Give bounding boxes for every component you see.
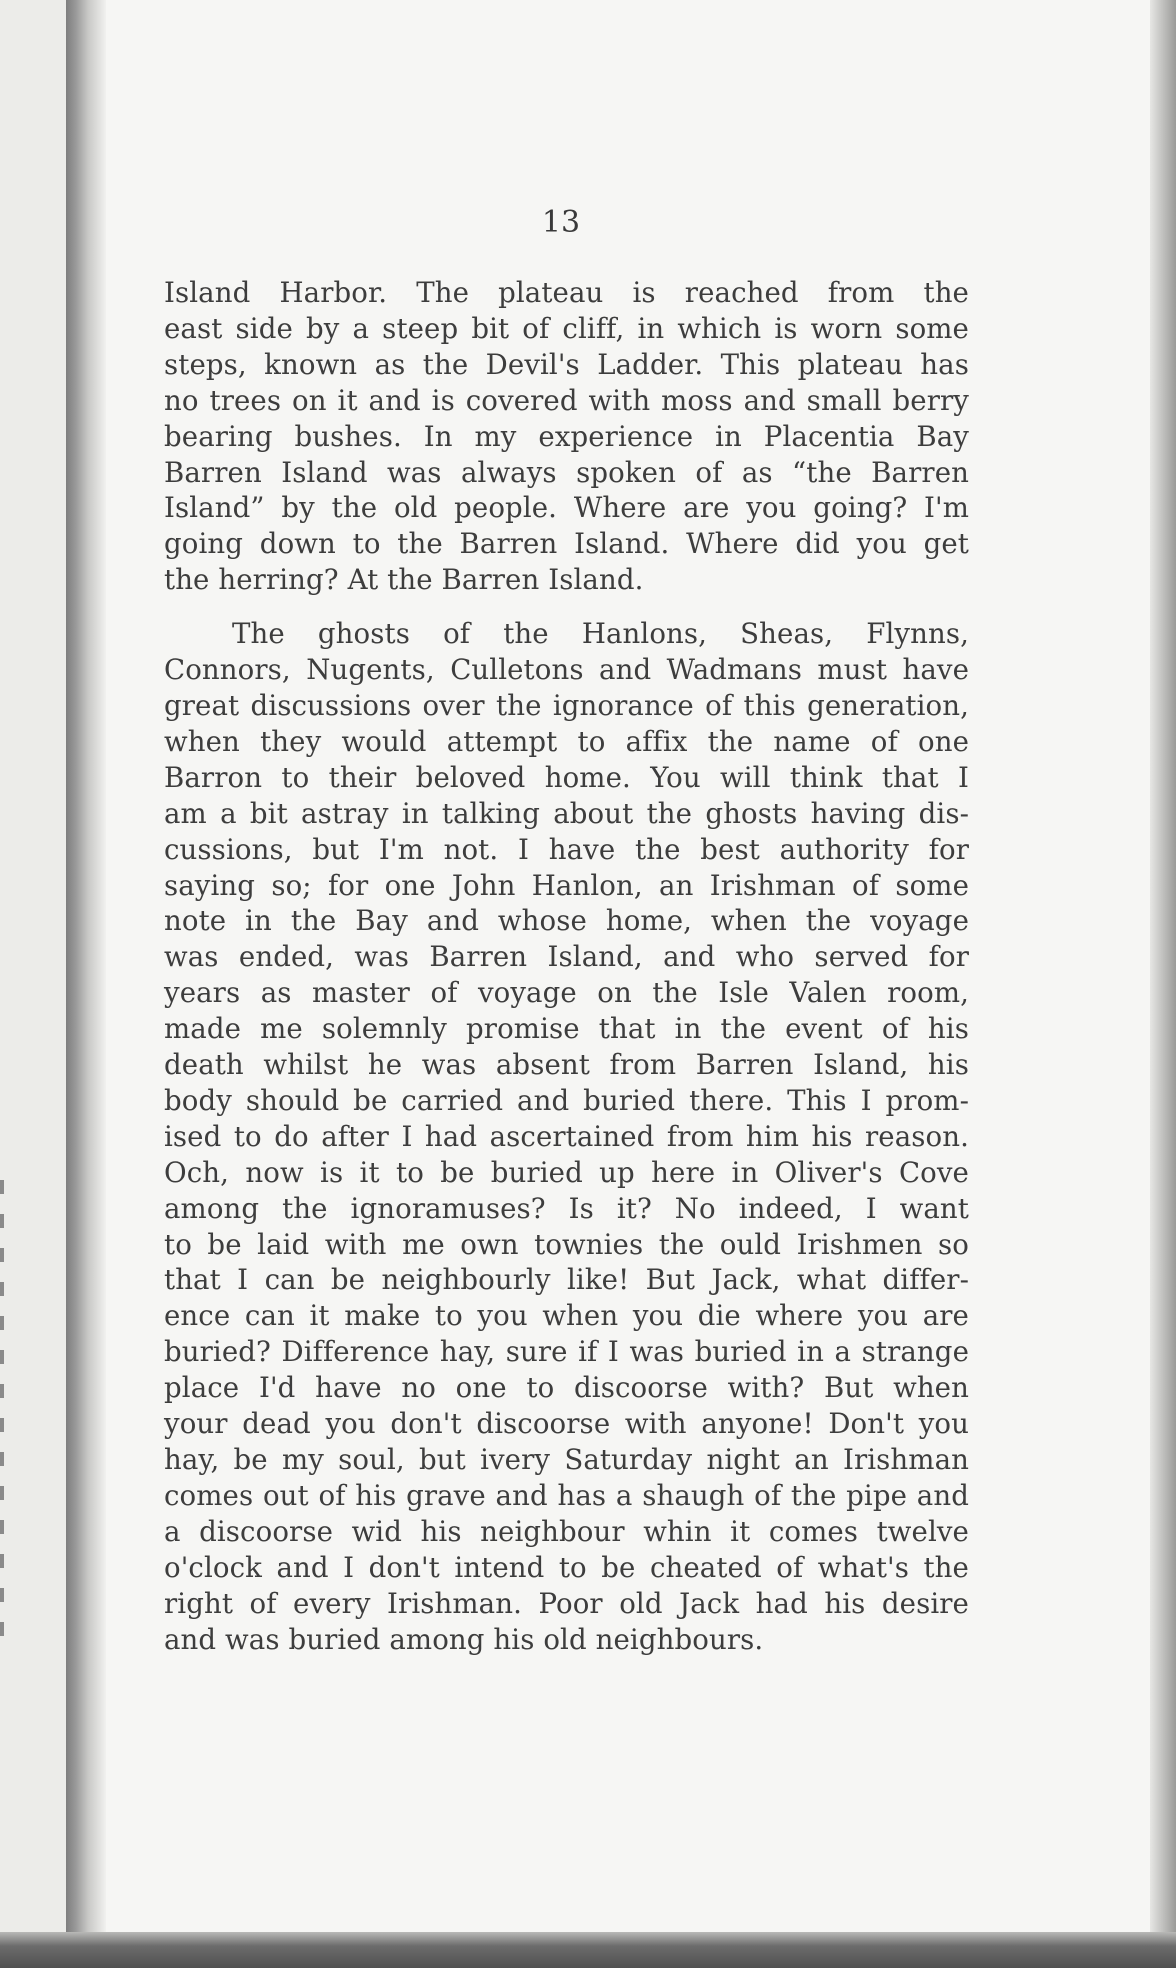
text-line: saying so; for one John Hanlon, an Irishman of some (164, 868, 969, 902)
text-line: buried? Difference hay, sure if I was buried in a strange (164, 1335, 969, 1369)
text-line: ised to do after I had ascertained from him his reason. (164, 1119, 969, 1153)
text-line: east side by a steep bit of cliff, in which is worn some (164, 311, 969, 345)
text-line: o'clock and I don't intend to be cheated of what's the (164, 1550, 969, 1584)
right-page-edge (1150, 0, 1176, 1968)
text-line: ence can it make to you when you die where you are (164, 1299, 969, 1333)
adjacent-page-edge (0, 1180, 4, 1640)
text-line: your dead you don't discoorse with anyone! Don't you (164, 1407, 969, 1441)
text-line: comes out of his grave and has a shaugh of the pipe and (164, 1478, 969, 1512)
text-line: place I'd have no one to discoorse with? But when (164, 1371, 969, 1405)
text-line: am a bit astray in talking about the ghosts having dis- (164, 796, 969, 830)
text-line: note in the Bay and whose home, when the voyage (164, 904, 969, 938)
text-line: going down to the Barren Island. Where did you get (164, 527, 969, 561)
text-line: Island” by the old people. Where are you going? I'm (164, 491, 969, 525)
text-line: steps, known as the Devil's Ladder. This plateau has (164, 347, 969, 381)
text-line: Barron to their beloved home. You will think that I (164, 760, 969, 794)
text-line: that I can be neighbourly like! But Jack, what differ- (164, 1263, 969, 1297)
text-line: to be laid with me own townies the ould Irishmen so (164, 1227, 969, 1261)
binding-shadow (66, 0, 106, 1932)
text-line: the herring? At the Barren Island. (164, 563, 644, 597)
text-line: when they would attempt to affix the name of one (164, 724, 969, 758)
bottom-page-edge (0, 1932, 1176, 1968)
text-line: and was buried among his old neighbours. (164, 1622, 764, 1656)
text-line: Island Harbor. The plateau is reached from the (164, 276, 969, 309)
text-line: bearing bushes. In my experience in Placentia Bay (164, 419, 969, 453)
text-line: Connors, Nugents, Culletons and Wadmans must have (164, 653, 969, 687)
text-line: The ghosts of the Hanlons, Sheas, Flynns, (232, 617, 969, 651)
text-line: body should be carried and buried there. This I prom- (164, 1083, 969, 1117)
text-line: made me solemnly promise that in the event of his (164, 1012, 969, 1046)
body-text (164, 275, 969, 1657)
text-line: a discoorse wid his neighbour whin it comes twelve (164, 1514, 969, 1548)
text-line: no trees on it and is covered with moss and small berry (164, 383, 969, 417)
text-line: Barren Island was always spoken of as “the Barren (164, 455, 969, 489)
text-line: cussions, but I'm not. I have the best authority for (164, 832, 969, 866)
text-line: great discussions over the ignorance of this generation, (164, 688, 969, 722)
left-margin (0, 0, 66, 1968)
text-line: right of every Irishman. Poor old Jack had his desire (164, 1586, 969, 1620)
text-line: among the ignoramuses? Is it? No indeed, I want (164, 1191, 969, 1225)
page-number: 13 (541, 205, 581, 240)
paragraph (164, 616, 969, 1657)
paragraph (164, 275, 969, 598)
text-line: death whilst he was absent from Barren Island, his (164, 1048, 969, 1082)
text-line: Och, now is it to be buried up here in Oliver's Cove (164, 1155, 969, 1189)
text-line: hay, be my soul, but ivery Saturday night an Irishman (164, 1443, 969, 1476)
text-line: years as master of voyage on the Isle Valen room, (164, 976, 969, 1010)
text-line: was ended, was Barren Island, and who served for (164, 940, 969, 974)
